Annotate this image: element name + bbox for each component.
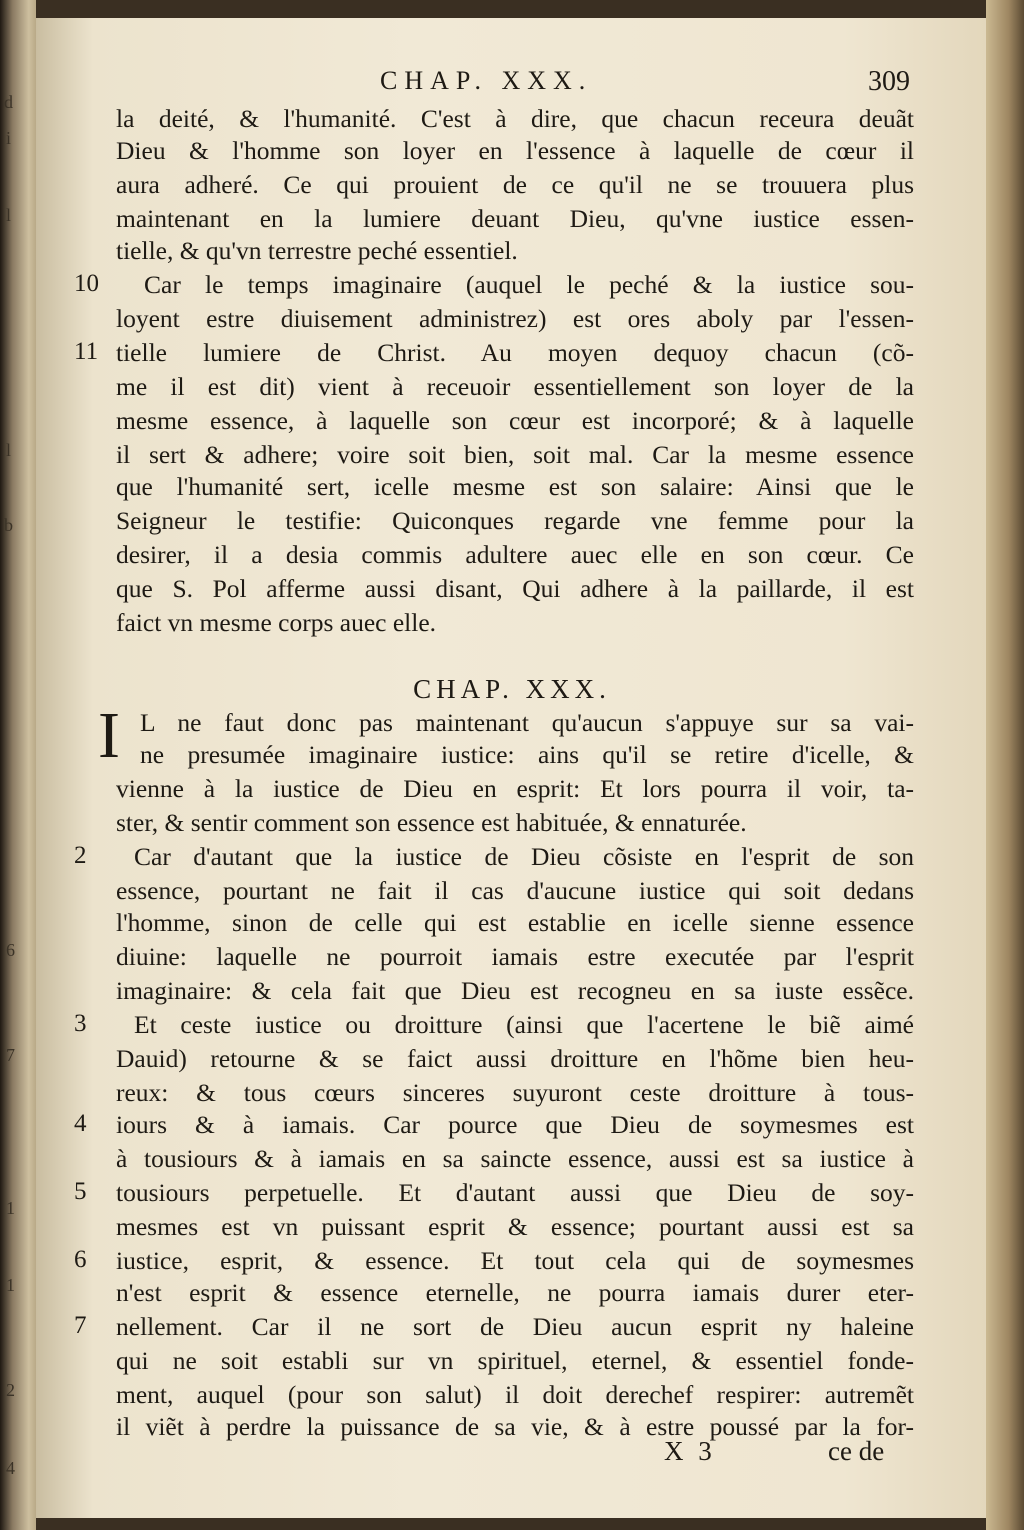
text-line: l'homme, sinon de celle qui est establie en icelle sienne essence: [116, 908, 914, 937]
margin-fragment: 4: [6, 1458, 15, 1478]
text-line: reux: & tous cœurs sinceres suyuront ceste droitture à tous-: [116, 1078, 914, 1107]
text-line: me il est dit) vient à receuoir essentiellement son loyer de la: [116, 372, 914, 401]
text-line: faict vn mesme corps auec elle.: [116, 608, 437, 637]
text-line: que l'humanité sert, icelle mesme est son salaire: Ainsi que le: [116, 472, 914, 501]
text-line: à tousiours & à iamais en sa saincte essence, aussi est sa iustice à: [116, 1144, 914, 1173]
text-line: aura adheré. Ce qui prouient de ce qu'il ne se trouuera plus: [116, 170, 914, 199]
page-number: 309: [868, 66, 910, 97]
text-line: iustice, esprit, & essence. Et tout cela qui de soymesmes: [116, 1246, 914, 1275]
verse-number: 4: [74, 1110, 87, 1137]
running-title: CHAP. XXX.: [380, 66, 593, 95]
text-line: vienne à la iustice de Dieu en esprit: Et lors pourra il voir, ta-: [116, 774, 914, 803]
verse-number: 5: [74, 1178, 87, 1205]
margin-fragment: b: [4, 515, 13, 535]
text-line: desirer, il a desia commis adultere auec elle en son cœur. Ce: [116, 540, 914, 569]
text-line: ster, & sentir comment son essence est habituée, & ennaturée.: [116, 808, 747, 837]
verse-number: 7: [74, 1312, 87, 1339]
text-line: diuine: laquelle ne pourroit iamais estre executée par l'esprit: [116, 942, 914, 971]
text-line: tousiours perpetuelle. Et d'autant aussi que Dieu de soy-: [116, 1178, 914, 1207]
right-page-edge: [986, 0, 1024, 1530]
left-margin-fragments: [0, 0, 36, 1530]
verse-number: 2: [74, 842, 87, 869]
text-line: Car d'autant que la iustice de Dieu cõsiste en l'esprit de son: [134, 842, 914, 871]
verse-number: 3: [74, 1010, 87, 1037]
text-line: Dieu & l'homme son loyer en l'essence à laquelle de cœur il: [116, 136, 914, 165]
margin-fragment: 2: [6, 1380, 15, 1400]
text-line: Dauid) retourne & se faict aussi droitture en l'hõme bien heu-: [116, 1044, 914, 1073]
text-line: mesme essence, à laquelle son cœur est incorporé; & à laquelle: [116, 406, 914, 435]
margin-fragment: d: [4, 92, 13, 112]
text-line: iours & à iamais. Car pource que Dieu de soymesmes est: [116, 1110, 914, 1139]
text-line: ment, auquel (pour son salut) il doit derechef respirer: autremẽt: [116, 1380, 914, 1409]
margin-fragment: i: [6, 128, 12, 148]
text-line: il sert & adhere; voire soit bien, soit mal. Car la mesme essence: [116, 440, 914, 469]
text-line: Et ceste iustice ou droitture (ainsi que l'acertene le biẽ aimé: [134, 1010, 914, 1039]
catchword: ce de: [828, 1436, 885, 1466]
text-line: tielle lumiere de Christ. Au moyen dequoy chacun (cõ-: [116, 338, 914, 367]
margin-fragment: l: [6, 205, 12, 225]
text-line: tielle, & qu'vn terrestre peché essentiel.: [116, 236, 518, 265]
margin-fragment: 6: [6, 940, 15, 960]
text-line: Car le temps imaginaire (auquel le peché & la iustice sou-: [144, 270, 914, 299]
verse-number: 6: [74, 1246, 87, 1273]
text-line: il viẽt à perdre la puissance de sa vie, & à estre poussé par la for-: [116, 1412, 914, 1441]
text-line: maintenant en la lumiere deuant Dieu, qu'vne iustice essen-: [116, 204, 914, 233]
text-line: ne presumée imaginaire iustice: ains qu'il se retire d'icelle, &: [140, 740, 914, 769]
text-line: qui ne soit establi sur vn spirituel, eternel, & essentiel fonde-: [116, 1346, 914, 1375]
signature-mark: X 3: [664, 1436, 716, 1466]
text-line: que S. Pol afferme aussi disant, Qui adhere à la paillarde, il est: [116, 574, 914, 603]
chapter-heading: CHAP. XXX.: [413, 674, 611, 704]
text-line: n'est esprit & essence eternelle, ne pourra iamais durer eter-: [116, 1278, 914, 1307]
text-line: Seigneur le testifie: Quiconques regarde vne femme pour la: [116, 506, 914, 535]
text-line: nellement. Car il ne sort de Dieu aucun esprit ny haleine: [116, 1312, 914, 1341]
text-line: L ne faut donc pas maintenant qu'aucun s'appuye sur sa vai-: [140, 708, 914, 737]
drop-cap: I: [98, 699, 120, 772]
margin-fragment: l: [6, 440, 12, 460]
text-line: imaginaire: & cela fait que Dieu est recogneu en sa iuste essẽce.: [116, 976, 914, 1005]
margin-fragment: 7: [6, 1045, 15, 1065]
margin-fragment: 1: [6, 1275, 15, 1295]
verse-number: 11: [74, 338, 99, 365]
text-line: essence, pourtant ne fait il cas d'aucune iustice qui soit dedans: [116, 876, 914, 905]
text-line: mesmes est vn puissant esprit & essence; pourtant aussi est sa: [116, 1212, 914, 1241]
text-line: loyent estre diuisement administrez) est ores aboly par l'essen-: [116, 304, 914, 333]
text-line: la deité, & l'humanité. C'est à dire, que chacun receura deuãt: [116, 104, 914, 133]
margin-fragment: 1: [6, 1198, 15, 1218]
verse-number: 10: [74, 270, 99, 297]
